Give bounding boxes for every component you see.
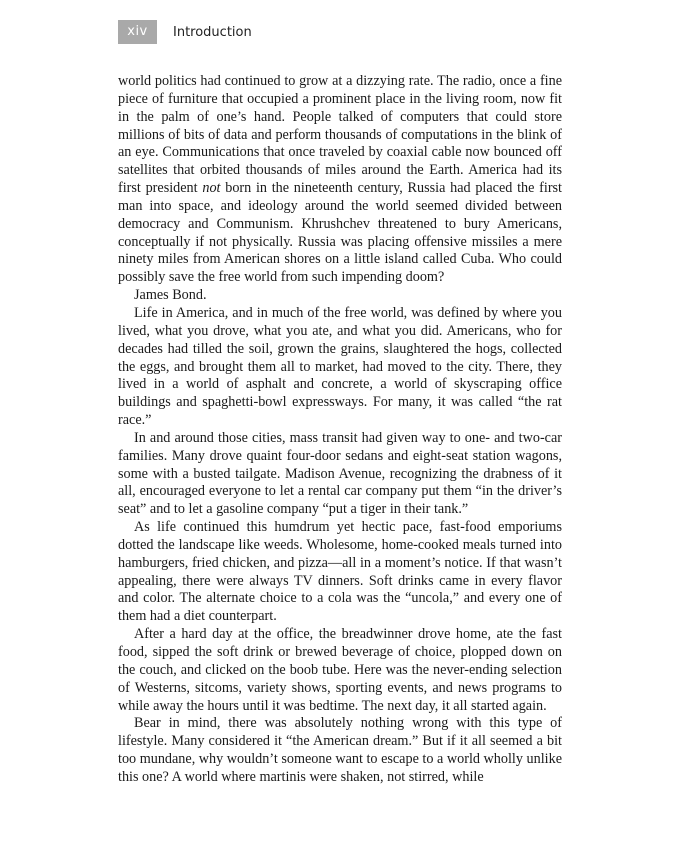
emphasis-text: not xyxy=(202,180,221,197)
paragraph: In and around those cities, mass transit had given way to one- and two-car families. Many drove quaint four-door sedans and eight-seat station wagons, some with a busted tailgate. Madison Avenue, recognizing the drabness of it all, encouraged everyone to let a rental car company put them “in the driver’s seat” and to let a gasoline company “put a tiger in their tank.” xyxy=(118,429,562,518)
paragraph: After a hard day at the office, the breadwinner drove home, ate the fast food, sipped the soft drink or brewed beverage of choice, plopped down on the couch, and clicked on the boob tube. Here was the never-ending selection of Westerns, sitcoms, variety shows, sporting events, and news programs to while away the hours until it was bedtime. The next day, it all started again. xyxy=(118,626,562,714)
paragraph: Life in America, and in much of the free world, was defined by where you lived, what you drove, what you ate, and what you did. Americans, who for decades had tilled the soil, grown the grains, slaughtered the hogs, collected the eggs, and brought them all to market, had moved to the city. There, they lived in a world of asphalt and concrete, a world of skyscraping office buildings and spaghetti-bowl expressways. For many, it was called “the rat race.” xyxy=(118,304,562,429)
paragraph-continued xyxy=(118,73,562,287)
running-head xyxy=(118,20,252,44)
paragraph-text: born in the nineteenth century, Russia had placed the first man into space, and ideology around the world seemed divided between democracy and Communism. Khrushchev threatened to bury Americans, conceptually if not physically. Russia was placing offensive missiles a mere ninety miles from American shores on a little island called Cuba. Who could possibly save the free world from such impending doom? xyxy=(118,180,563,286)
paragraph: Bear in mind, there was absolutely nothing wrong with this type of lifestyle. Many considered it “the American dream.” But if it all seemed a bit too mundane, why wouldn’t someone want to escape to a world wholly unlike this one? A world where martinis were shaken, not stirred, while xyxy=(118,715,562,785)
chapter-title: Introduction xyxy=(173,24,252,40)
paragraph-text: world politics had continued to grow at a dizzying rate. The radio, once a fine piece of furniture that occupied a prominent place in the living room, now fit in the palm of one’s hand. People talked of computers that could store millions of bits of data and perform thousands of computations in the blink of an eye. Communications that once traveled by coaxial cable now bounced off satellites that orbited thousands of miles around the Earth. America had its first president xyxy=(118,73,562,197)
paragraph: James Bond. xyxy=(134,287,207,304)
page-number: xiv xyxy=(118,20,157,44)
body-text xyxy=(118,73,562,787)
paragraph: As life continued this humdrum yet hectic pace, fast-food emporiums dotted the landscape like weeds. Wholesome, home-cooked meals turned into hamburgers, fried chicken, and pizza—all in a moment’s notice. If that wasn’t appealing, there were always TV dinners. Soft drinks came in every flavor and color. The alternate choice to a cola was the “uncola,” and every one of them had a diet counterpart. xyxy=(118,519,562,625)
